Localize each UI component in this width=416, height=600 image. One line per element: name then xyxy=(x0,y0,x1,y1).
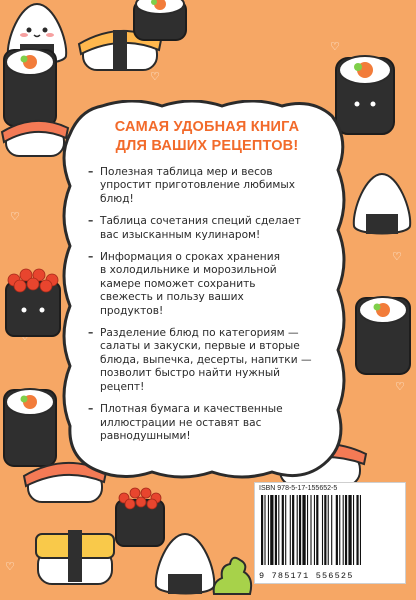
barcode-bar xyxy=(348,495,351,565)
barcode-bar xyxy=(343,495,344,565)
barcode-label xyxy=(254,482,406,584)
heart-icon: ♡ xyxy=(392,251,402,263)
barcode-bar xyxy=(356,495,358,565)
feature-list xyxy=(88,166,326,443)
feature-text-line: равнодушными! xyxy=(100,429,191,442)
barcode-bar xyxy=(302,495,305,565)
barcode-bar xyxy=(331,495,332,565)
bullet-dash: – xyxy=(88,166,94,178)
barcode-bar xyxy=(339,495,340,565)
bullet-dash: – xyxy=(88,327,94,340)
feature-item xyxy=(88,327,326,394)
feature-text-line: Разделение блюд по категориям — xyxy=(100,327,299,340)
feature-text xyxy=(100,403,326,443)
feature-text-line: позволит быстро найти нужный xyxy=(100,367,281,380)
barcode-bar xyxy=(264,495,265,565)
ikura-gunkan-icon xyxy=(0,260,66,340)
feature-item xyxy=(88,251,326,318)
tamago-nigiri-icon xyxy=(30,520,120,590)
barcode-bar xyxy=(353,495,354,565)
nigiri-icon xyxy=(0,110,70,160)
maki-roll-icon xyxy=(130,0,190,45)
barcode-bar xyxy=(314,495,315,565)
feature-item xyxy=(88,166,326,206)
barcode-bar xyxy=(268,495,269,565)
barcode-bar xyxy=(360,495,361,565)
feature-item xyxy=(88,215,326,242)
feature-text-line: салаты и закуски, первые и вторые xyxy=(100,340,300,353)
barcode-digits: 9 785171 556525 xyxy=(259,571,354,581)
feature-text-line: блюд! xyxy=(100,192,134,205)
headline-line-2: ДЛЯ ВАШИХ РЕЦЕПТОВ! xyxy=(115,138,299,154)
barcode-bar xyxy=(310,495,311,565)
maki-roll-icon xyxy=(350,290,416,380)
feature-text-line: Информация о сроках хранения xyxy=(100,251,280,264)
feature-text xyxy=(100,166,326,206)
feature-text-line: камере поможет сохранить xyxy=(100,277,256,290)
barcode-bar xyxy=(292,495,294,565)
bullet-dash: – xyxy=(88,403,94,416)
card-content xyxy=(88,118,326,452)
feature-text-line: блюда, выпечка, десерты, напитки — xyxy=(100,353,312,366)
onigiri-icon xyxy=(348,170,416,240)
bullet-dash: – xyxy=(88,215,94,228)
feature-text-line: вас изысканным кулинаром! xyxy=(100,228,261,241)
headline xyxy=(88,118,326,156)
feature-text xyxy=(100,251,326,318)
barcode-bar xyxy=(290,495,291,565)
barcode-bar xyxy=(307,495,308,565)
heart-icon: ♡ xyxy=(150,71,160,83)
isbn-text: ISBN 978-5-17-155652-5 xyxy=(259,485,338,492)
barcode-bar xyxy=(328,495,329,565)
barcode-bar xyxy=(275,495,277,565)
barcode-bar xyxy=(322,495,323,565)
feature-text xyxy=(100,327,326,394)
wasabi-icon xyxy=(208,552,258,598)
heart-icon: ♡ xyxy=(5,561,15,573)
feature-text-line: Плотная бумага и качественные xyxy=(100,403,283,416)
heart-icon: ♡ xyxy=(395,381,405,393)
feature-text-line: в холодильнике и морозильной xyxy=(100,264,277,277)
feature-text xyxy=(100,215,326,242)
headline-line-1: САМАЯ УДОБНАЯ КНИГА xyxy=(114,119,300,135)
barcode-bar xyxy=(282,495,284,565)
feature-item xyxy=(88,403,326,443)
barcode-bar xyxy=(345,495,347,565)
feature-text-line: рецепт! xyxy=(100,380,145,393)
feature-text-line: свежесть и пользу ваших xyxy=(100,291,244,304)
feature-text-line: Таблица сочетания специй сделает xyxy=(100,215,301,228)
bullet-dash: – xyxy=(88,251,94,264)
feature-text-line: упростит приготовление любимых xyxy=(100,179,296,192)
barcode-bar xyxy=(299,495,301,565)
heart-icon: ♡ xyxy=(330,41,340,53)
barcode-bar xyxy=(285,495,286,565)
heart-icon: ♡ xyxy=(10,211,20,223)
barcode-bar xyxy=(261,495,263,565)
barcode-bar xyxy=(336,495,338,565)
barcode-bar xyxy=(316,495,318,565)
barcode-bar xyxy=(297,495,298,565)
barcode-bar xyxy=(270,495,273,565)
feature-text-line: продуктов! xyxy=(100,304,164,317)
barcode-bar xyxy=(278,495,279,565)
feature-text-line: иллюстрации не оставят вас xyxy=(100,416,262,429)
barcode-bar xyxy=(324,495,326,565)
info-card xyxy=(62,100,346,480)
barcode-bars xyxy=(259,495,401,567)
feature-text-line: Полезная таблица мер и весов xyxy=(100,166,273,178)
